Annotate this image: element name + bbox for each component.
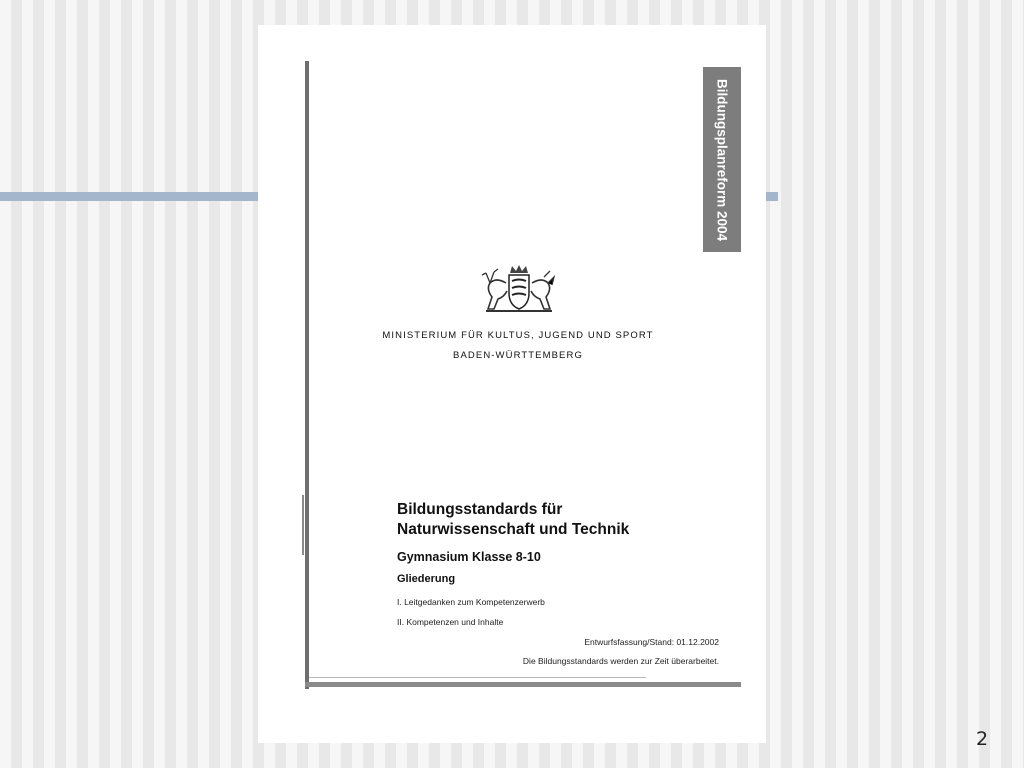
- frame-edge-left-thin: [302, 495, 304, 555]
- decorative-bar-left: [0, 192, 258, 201]
- section-heading: Gliederung: [397, 573, 456, 585]
- outline-item: II. Kompetenzen und Inhalte: [397, 617, 504, 627]
- revision-note: Die Bildungsstandards werden zur Zeit überarbeitet.: [522, 656, 719, 666]
- state-name: BADEN-WÜRTTEMBERG: [453, 350, 583, 361]
- title-line-1: Bildungsstandards für: [397, 501, 563, 518]
- frame-edge-bottom: [305, 682, 741, 687]
- draft-note: Entwurfsfassung/Stand: 01.12.2002: [584, 637, 719, 647]
- scanned-document-page: [258, 25, 766, 743]
- slide-page-number: 2: [976, 728, 989, 750]
- title-line-2: Naturwissenschaft und Technik: [397, 521, 630, 538]
- side-label: [703, 67, 741, 252]
- document-title: [397, 500, 717, 540]
- frame-edge-bottom-thin: [309, 677, 646, 678]
- side-label-text: Bildungsplanreform 2004: [714, 78, 730, 241]
- decorative-bar-right: [766, 192, 778, 201]
- document-subtitle: Gymnasium Klasse 8-10: [397, 550, 541, 564]
- outline-item: I. Leitgedanken zum Kompetenzerwerb: [397, 597, 545, 607]
- ministry-name: MINISTERIUM FÜR KULTUS, JUGEND UND SPORT: [382, 330, 654, 341]
- coat-of-arms-icon: [476, 263, 562, 317]
- frame-edge-left: [305, 61, 309, 689]
